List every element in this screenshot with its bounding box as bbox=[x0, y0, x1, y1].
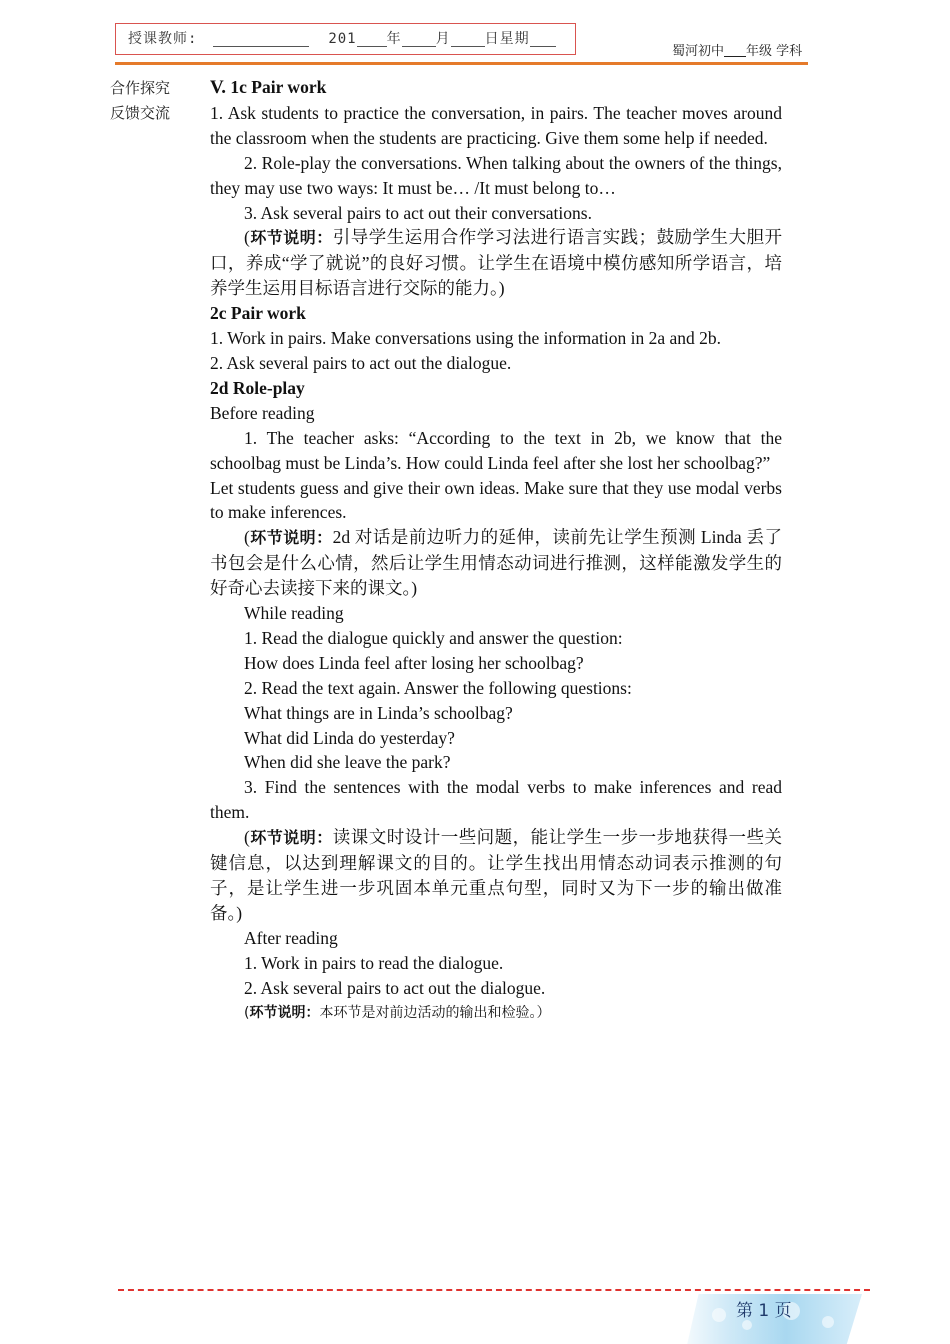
year-char: 年 bbox=[386, 31, 402, 47]
section-heading bbox=[210, 75, 782, 101]
paragraph: Let students guess and give their own ideas. Make sure that they use modal verbs to make inferences. bbox=[210, 477, 782, 523]
weekday-blank bbox=[530, 30, 556, 47]
subsection-heading: 2d Role-play bbox=[210, 377, 305, 398]
note-label: 环节说明 bbox=[249, 1004, 306, 1021]
bubble-decoration bbox=[822, 1316, 834, 1328]
stage-label bbox=[110, 76, 200, 126]
bubble-decoration bbox=[712, 1308, 726, 1322]
section-title: 1c Pair work bbox=[230, 77, 327, 97]
note-text: 2d 对话是前边听力的延伸，读前先让学生预测 Linda 丢了书包会是什么心情，然后让学生用情态动词进行推测，这样能激发学生的好奇心去读接下来的课文。) bbox=[210, 527, 782, 599]
paragraph: 3. Find the sentences with the modal verbs to make inferences and read them. bbox=[210, 777, 782, 823]
grade-suffix: 年级 学科 bbox=[746, 44, 803, 59]
lesson-info-box bbox=[115, 23, 576, 55]
note-label: 环节说明 bbox=[249, 228, 317, 248]
teacher-label: 授课教师: bbox=[128, 31, 198, 47]
note-text: 读课文时设计一些问题，能让学生一步一步地获得一些关键信息，以达到理解课文的目的。让学生找出用情态动词表示推测的句子，是让学生进一步巩固本单元重点句型，同时又为下一步的输出做准备。) bbox=[210, 827, 782, 923]
paragraph: 1. Work in pairs. Make conversations using the information in 2a and 2b. bbox=[210, 328, 722, 349]
school-grade-label bbox=[672, 40, 802, 59]
phase-label: While reading bbox=[244, 603, 344, 624]
paragraph: 1. Read the dialogue quickly and answer the question: bbox=[244, 627, 623, 648]
paragraph: 2. Ask several pairs to act out the dialogue. bbox=[244, 977, 546, 998]
bubble-decoration bbox=[742, 1320, 752, 1330]
paragraph: 2. Ask several pairs to act out the dialogue. bbox=[210, 352, 512, 373]
stage-label-line2: 反馈交流 bbox=[110, 104, 171, 122]
stage-label-line1: 合作探究 bbox=[110, 79, 171, 97]
design-note: (环节说明：读课文时设计一些问题，能让学生一步一步地获得一些关键信息，以达到理解课文的目的。让学生找出用情态动词表示推测的句子，是让学生进一步巩固本单元重点句型，同时又为下一步的输出做准备。) bbox=[210, 827, 782, 923]
question: What did Linda do yesterday? bbox=[244, 727, 455, 748]
year-blank bbox=[357, 30, 387, 47]
note-label: 环节说明 bbox=[249, 528, 317, 548]
design-note: (环节说明：2d 对话是前边听力的延伸，读前先让学生预测 Linda 丢了书包会是什么心情，然后让学生用情态动词进行推测，这样能激发学生的好奇心去读接下来的课文。) bbox=[210, 527, 782, 599]
day-blank bbox=[451, 30, 485, 47]
header-divider bbox=[115, 62, 808, 65]
design-note: (环节说明：本环节是对前边活动的输出和检验。） bbox=[244, 1004, 551, 1021]
month-blank bbox=[402, 30, 436, 47]
grade-blank bbox=[724, 44, 746, 57]
design-note: (环节说明：引导学生运用合作学习法进行语言实践；鼓励学生大胆开口，养成“学了就说”的良好习惯。让学生在语境中模仿感知所学语言，培养学生运用目标语言进行交际的能力。) bbox=[210, 227, 782, 299]
school-name: 蜀河初中 bbox=[672, 44, 725, 59]
paragraph: 1. Ask students to practice the conversation, in pairs. The teacher moves around the classroom when the students are practicing. Give them some help if needed. bbox=[210, 102, 782, 148]
footer-divider bbox=[118, 1289, 870, 1291]
section-roman: V. bbox=[210, 77, 227, 98]
note-label: 环节说明 bbox=[249, 828, 317, 848]
phase-label: After reading bbox=[244, 927, 338, 948]
note-text: 本环节是对前边活动的输出和检验。） bbox=[319, 1004, 551, 1021]
paragraph: 2. Role-play the conversations. When talking about the owners of the things, they may use two ways: It must be… /It must belong to… bbox=[210, 152, 782, 198]
paragraph: 1. The teacher asks: “According to the text in 2b, we know that the schoolbag must be Linda’s. How could Linda feel after she lost her schoolbag?” bbox=[210, 427, 782, 473]
month-char: 月 bbox=[435, 31, 451, 47]
teacher-name-blank bbox=[213, 30, 309, 47]
paragraph: 3. Ask several pairs to act out their conversations. bbox=[244, 202, 592, 223]
paragraph: 1. Work in pairs to read the dialogue. bbox=[244, 952, 504, 973]
note-text: 引导学生运用合作学习法进行语言实践；鼓励学生大胆开口，养成“学了就说”的良好习惯。让学生在语境中模仿感知所学语言，培养学生运用目标语言进行交际的能力。) bbox=[210, 227, 782, 299]
day-char: 日星期 bbox=[484, 31, 530, 47]
question: What things are in Linda’s schoolbag? bbox=[244, 702, 513, 723]
lesson-content bbox=[210, 75, 782, 1025]
page-number: 第 1 页 bbox=[736, 1301, 792, 1321]
question: When did she leave the park? bbox=[244, 752, 451, 773]
phase-label: Before reading bbox=[210, 402, 315, 423]
year-prefix: 201 bbox=[328, 31, 357, 47]
subsection-heading: 2c Pair work bbox=[210, 303, 306, 324]
paragraph: 2. Read the text again. Answer the following questions: bbox=[244, 677, 632, 698]
question: How does Linda feel after losing her schoolbag? bbox=[244, 652, 584, 673]
